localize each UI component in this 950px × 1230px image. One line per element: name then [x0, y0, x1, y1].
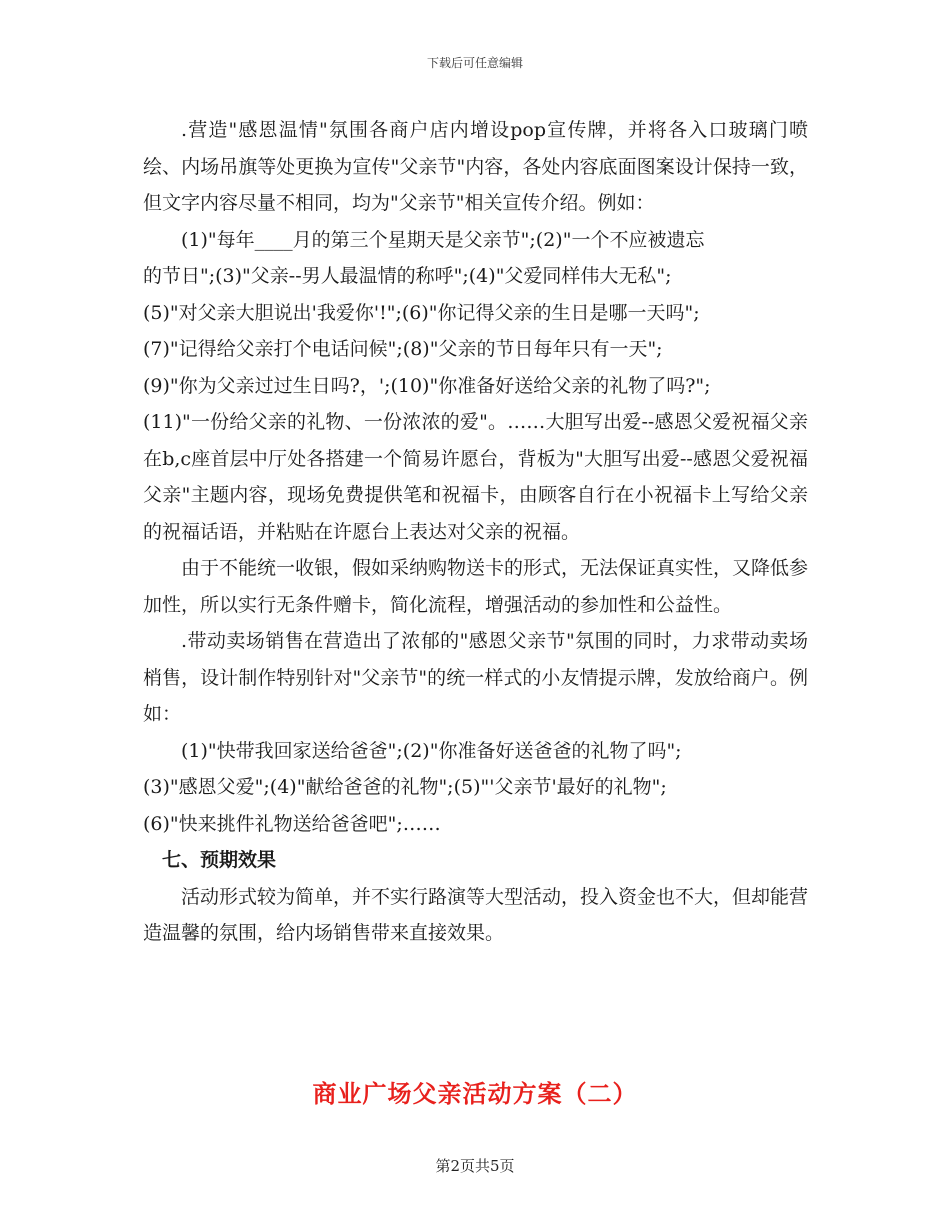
paragraph-wish-board: (11)"一份给父亲的礼物、一份浓浓的爱"。……大胆写出爱--感恩父爱祝福父亲在b,c座首层中厅处各搭建一个简易许愿台，背板为"大胆写出爱--感恩父爱祝福父亲"主题内容，现场免费提供笔和祝福卡，由顾客自行在小祝福卡上写给父亲的祝福话语，并粘贴在许愿台上表达对父亲的祝福。 — [143, 411, 808, 543]
paragraph-free-card: 由于不能统一收银，假如采纳购物送卡的形式，无法保证真实性，又降低参加性，所以实行无条件赠卡，简化流程，增强活动的参加性和公益性。 — [143, 557, 809, 616]
paragraph-atmosphere: .营造"感恩温情"氛围各商户店内增设pop宣传牌，并将各入口玻璃门喷绘、内场吊旗等处更换为宣传"父亲节"内容，各处内容底面图案设计保持一致，但文字内容尽量不相同，均为"父亲节"相关宣传介绍。例如： — [143, 119, 808, 214]
slogan-line-4: (7)"记得给父亲打个电话问候";(8)"父亲的节日每年只有一天"; — [143, 338, 663, 360]
document-body — [143, 112, 808, 952]
slogan-line-3: (5)"对父亲大胆说出'我爱你'!";(6)"你记得父亲的生日是哪一天吗"; — [143, 301, 700, 324]
tip-line-2: (3)"感恩父爱";(4)"献给爸爸的礼物";(5)"'父亲节'最好的礼物"; — [143, 776, 667, 798]
paragraph-sales: .带动卖场销售在营造出了浓郁的"感恩父亲节"氛围的同时，力求带动卖场梢售，设计制作特别针对"父亲节"的统一样式的小友情提示牌，发放给商户。例如： — [143, 630, 808, 725]
tip-line-3: (6)"快来挑件礼物送给爸爸吧";…… — [143, 812, 441, 835]
document-title: 商业广场父亲活动方案（二） — [312, 1079, 638, 1108]
page-number: 第2页共5页 — [435, 1157, 515, 1175]
slogan-line-5: (9)"你为父亲过过生日吗?，';(10)"你准备好送给父亲的礼物了吗?"; — [143, 374, 711, 397]
slogan-line-2: 的节日";(3)"父亲--男人最温情的称呼";(4)"父爱同样伟大无私"; — [143, 265, 672, 287]
paragraph-expected-results: 活动形式较为简单，并不实行路演等大型活动，投入资金也不大，但却能营造温馨的氛围，给内场销售带来直接效果。 — [143, 885, 809, 944]
tip-line-1: (1)"快带我回家送给爸爸";(2)"你准备好送爸爸的礼物了吗"; — [181, 739, 682, 762]
section-heading-expected-results: 七、预期效果 — [162, 849, 277, 871]
page-header-note: 下载后可任意编辑 — [426, 56, 523, 70]
slogan-line-1: (1)"每年____月的第三个星期天是父亲节";(2)"一个不应被遗忘 — [181, 228, 705, 251]
